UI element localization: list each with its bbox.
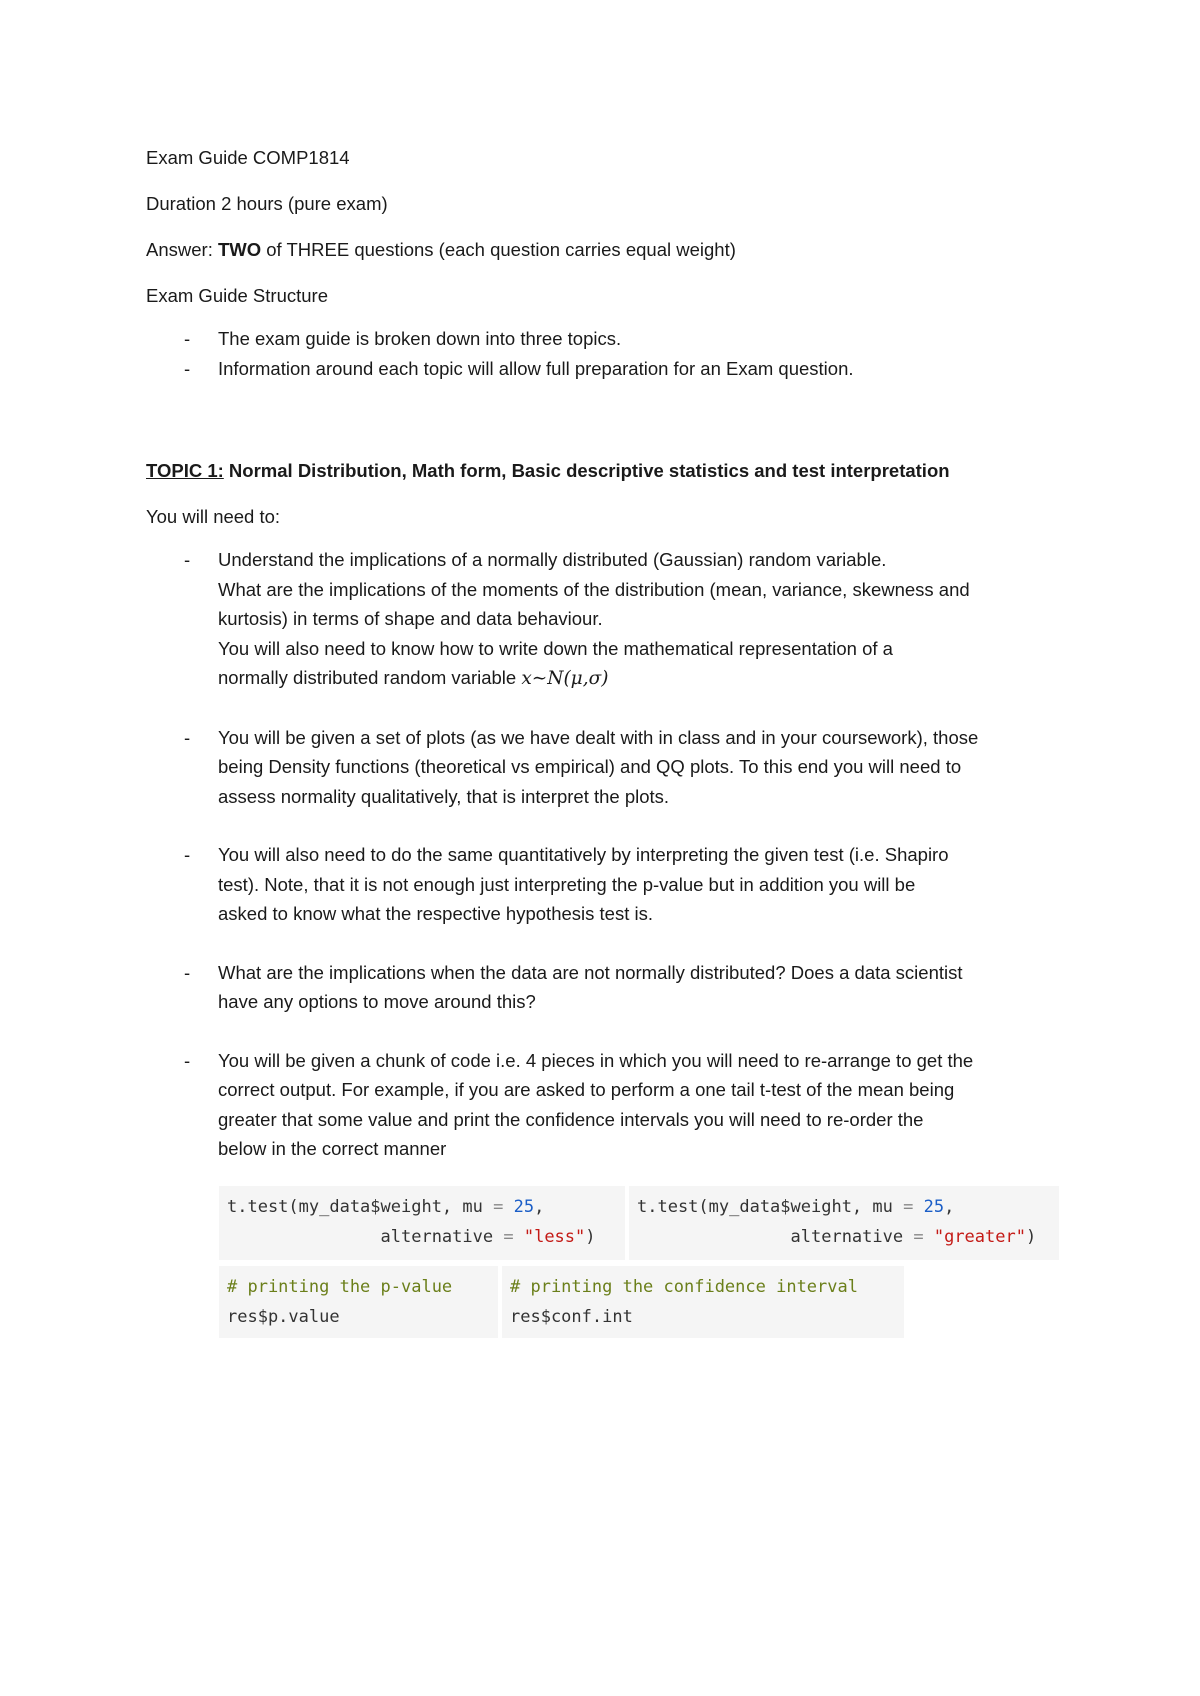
item1-text: normally distributed random variable — [218, 667, 522, 688]
list-item — [146, 840, 1066, 929]
code-string: "less" — [523, 1227, 586, 1247]
item1-line: You will also need to know how to write down the mathematical representation of a — [218, 637, 893, 659]
item5-line: below in the correct manner — [218, 1138, 447, 1159]
list-item — [146, 1046, 1066, 1164]
code-expr: res$conf.int — [510, 1307, 633, 1327]
structure-list — [146, 324, 1066, 383]
topic-1-label: TOPIC 1: — [146, 460, 224, 481]
code-comma: , — [944, 1197, 955, 1217]
item5-line: correct output. For example, if you are asked to perform a one tail t-test of the mean being — [218, 1079, 955, 1100]
item2-line: being Density functions (theoretical vs empirical) and QQ plots. To this end you will need to — [218, 756, 962, 777]
code-comment: # printing the p-value — [227, 1277, 453, 1297]
topic-1-title: Normal Distribution, Math form, Basic descriptive statistics and test interpretation — [223, 460, 950, 481]
answer-prefix: Answer: — [146, 239, 218, 260]
list-item: - The exam guide is broken down into three topics. — [146, 324, 1066, 354]
code-arg: alternative — [637, 1227, 914, 1247]
code-snippets — [219, 1186, 1079, 1346]
item4-line: - What are the implications when the data are not normally distributed? Does a data scientist — [218, 961, 963, 983]
item1-line: kurtosis) in terms of shape and data behaviour. — [218, 608, 603, 629]
code-string: "greater" — [933, 1227, 1026, 1247]
topic-1-heading — [146, 459, 1066, 483]
code-block-pvalue — [219, 1266, 498, 1338]
code-paren: ) — [585, 1227, 596, 1247]
item5-line: - You will be given a chunk of code i.e. 4 pieces in which you will need to re-arrange to get the — [218, 1049, 974, 1071]
document-body — [146, 146, 1066, 1193]
code-comment: # printing the confidence interval — [510, 1277, 858, 1297]
code-paren: ) — [1025, 1227, 1037, 1247]
code-call: t.test(my_data$weight, mu — [227, 1197, 494, 1217]
code-operator: = — [493, 1197, 504, 1217]
code-expr: res$p.value — [227, 1307, 340, 1327]
list-item — [146, 958, 1066, 1017]
structure-heading: Exam Guide Structure — [146, 285, 328, 306]
list-item — [146, 545, 1066, 694]
item3-line: asked to know what the respective hypothesis test is. — [218, 903, 653, 924]
code-number: 25 — [923, 1197, 945, 1217]
doc-title: Exam Guide COMP1814 — [146, 147, 350, 168]
item4-line: have any options to move around this? — [218, 991, 536, 1012]
code-call: t.test(my_data$weight, mu — [637, 1197, 904, 1217]
topic-1-list — [146, 545, 1066, 1164]
code-number: 25 — [513, 1197, 535, 1217]
answer-suffix: of THREE questions (each question carries equal weight) — [261, 239, 736, 260]
normal-formula: x∼N(μ,σ) — [521, 668, 609, 689]
item3-line: - You will also need to do the same quantitatively by interpreting the given test (i.e. Shapiro — [218, 844, 949, 865]
duration-text: Duration 2 hours (pure exam) — [146, 193, 388, 214]
code-comma: , — [534, 1197, 545, 1217]
item3-line: test). Note, that it is not enough just interpreting the p-value but in addition you will be — [218, 873, 916, 895]
code-operator: = — [503, 1227, 514, 1247]
list-item — [146, 723, 1066, 812]
list-item: - Information around each topic will allow full preparation for an Exam question. — [146, 354, 1066, 384]
item2-line: assess normality qualitatively, that is interpret the plots. — [218, 785, 670, 807]
item5-line: greater that some value and print the confidence intervals you will need to re-order the — [218, 1108, 924, 1130]
code-operator: = — [903, 1197, 914, 1217]
item1-line — [218, 663, 1066, 694]
answer-count: TWO — [217, 239, 262, 260]
code-block-confint — [502, 1266, 904, 1338]
item2-line: - You will be given a set of plots (as we have dealt with in class and in your coursework), those — [218, 726, 979, 748]
code-block-ttest-less — [219, 1186, 625, 1260]
need-to-text: You will need to: — [146, 506, 281, 527]
item1-line: - Understand the implications of a normally distributed (Gaussian) random variable. — [218, 549, 887, 570]
item1-line: What are the implications of the moments of the distribution (mean, variance, skewness and — [218, 578, 970, 600]
code-operator: = — [913, 1227, 924, 1247]
code-block-ttest-greater — [629, 1186, 1059, 1260]
answer-text — [146, 238, 1066, 262]
code-arg: alternative — [227, 1227, 504, 1247]
